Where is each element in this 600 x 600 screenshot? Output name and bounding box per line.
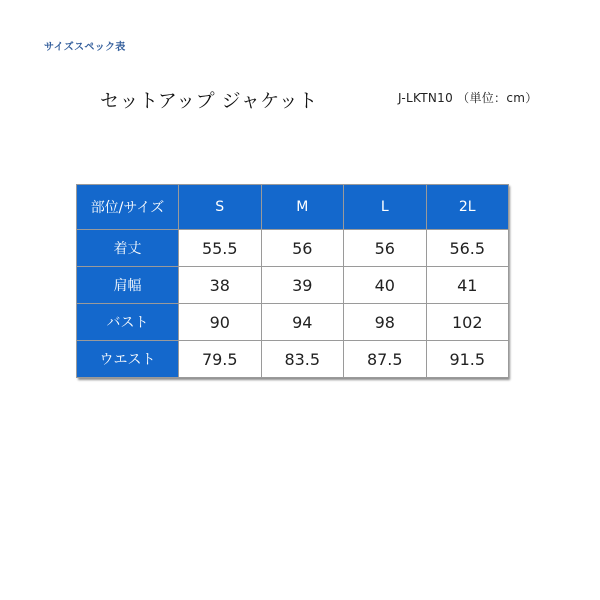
table-cell: 38 bbox=[179, 267, 262, 304]
product-title: セットアップ ジャケット bbox=[100, 90, 318, 112]
size-spec-table bbox=[76, 184, 509, 378]
size-spec-table-container bbox=[76, 184, 508, 378]
table-row bbox=[77, 267, 509, 304]
table-row bbox=[77, 341, 509, 378]
row-label: 着丈 bbox=[77, 230, 179, 267]
table-cell: 41 bbox=[426, 267, 509, 304]
size-header-m: M bbox=[261, 185, 344, 230]
size-header-s: S bbox=[179, 185, 262, 230]
table-cell: 94 bbox=[261, 304, 344, 341]
table-cell: 79.5 bbox=[179, 341, 262, 378]
table-cell: 40 bbox=[344, 267, 427, 304]
size-header-l: L bbox=[344, 185, 427, 230]
table-cell: 56 bbox=[261, 230, 344, 267]
size-header-2l: 2L bbox=[426, 185, 509, 230]
table-cell: 55.5 bbox=[179, 230, 262, 267]
table-cell: 91.5 bbox=[426, 341, 509, 378]
table-header-row bbox=[77, 185, 509, 230]
table-cell: 83.5 bbox=[261, 341, 344, 378]
table-row bbox=[77, 304, 509, 341]
table-cell: 98 bbox=[344, 304, 427, 341]
row-label: 肩幅 bbox=[77, 267, 179, 304]
table-cell: 102 bbox=[426, 304, 509, 341]
corner-header: 部位/サイズ bbox=[77, 185, 179, 230]
document-label: サイズスペック表 bbox=[44, 42, 126, 53]
table-cell: 90 bbox=[179, 304, 262, 341]
row-label: ウエスト bbox=[77, 341, 179, 378]
table-cell: 39 bbox=[261, 267, 344, 304]
table-cell: 87.5 bbox=[344, 341, 427, 378]
table-cell: 56.5 bbox=[426, 230, 509, 267]
table-cell: 56 bbox=[344, 230, 427, 267]
product-code-unit: J-LKTN10 （単位：cm） bbox=[398, 91, 538, 105]
row-label: バスト bbox=[77, 304, 179, 341]
table-row bbox=[77, 230, 509, 267]
